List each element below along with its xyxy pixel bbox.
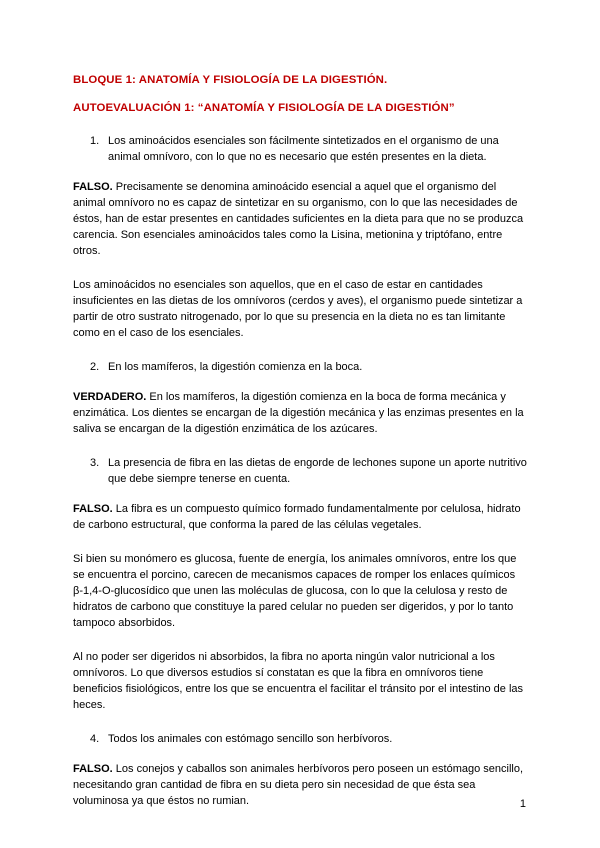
question-2-text: En los mamíferos, la digestión comienza en la boca. <box>108 361 363 373</box>
answer-3-paragraph-2: Si bien su monómero es glucosa, fuente de energía, los animales omnívoros, entre los que se encuentra el porcino, carecen de mecanismos capaces de romper los enlaces químicos β-1,4-O-glucosídico que unen las moléculas de glucosa, con lo que la celulosa y resto de hidratos de carbono que constituye la pared celular no pueden ser digeridos, y por lo tanto tampoco absorbidos. <box>73 553 517 629</box>
question-3-number: 3. <box>90 457 100 469</box>
answer-3-paragraph-3: Al no poder ser digeridos ni absorbidos, la fibra no aporta ningún valor nutricional a los omnívoros. Lo que diversos estudios sí constatan es que la fibra en omnívoros tiene beneficios fisiológicos, entre los que se encuentra el facilitar el tránsito por el intestino de las heces. <box>73 651 524 711</box>
question-4-number: 4. <box>90 733 100 745</box>
answer-1-paragraph-2: Los aminoácidos no esenciales son aquellos, que en el caso de estar en cantidades insuficientes en las dietas de los omnívoros (cerdos y aves), el organismo puede sintetizar a partir de otro sustrato nitrogenado, por lo que su presencia en la dieta no es tan limitante como en el caso de los esenciales. <box>73 279 523 339</box>
question-3 <box>73 455 527 487</box>
question-1 <box>73 133 527 165</box>
answer-3-verdict: FALSO. <box>73 503 113 515</box>
block-title: BLOQUE 1: ANATOMÍA Y FISIOLOGÍA DE LA DIGESTIÓN. <box>73 74 388 86</box>
section-title: AUTOEVALUACIÓN 1: “ANATOMÍA Y FISIOLOGÍA DE LA DIGESTIÓN” <box>73 102 455 114</box>
question-2-number: 2. <box>90 361 100 373</box>
question-4-text: Todos los animales con estómago sencillo son herbívoros. <box>108 733 393 745</box>
answer-3 <box>73 501 527 533</box>
answer-2 <box>73 389 527 437</box>
answer-2-verdict: VERDADERO. <box>73 391 147 403</box>
answer-3-text: La fibra es un compuesto químico formado fundamentalmente por celulosa, hidrato de carbono estructural, que conforma la pared de las células vegetales. <box>73 503 521 531</box>
answer-4-text: Los conejos y caballos son animales herbívoros pero poseen un estómago sencillo, necesitando gran cantidad de fibra en su dieta pero sin necesidad de que ésta sea voluminosa ya que éstos no rumian. <box>73 763 524 807</box>
answer-4-verdict: FALSO. <box>73 763 113 775</box>
question-3-text: La presencia de fibra en las dietas de engorde de lechones supone un aporte nutritivo que debe siempre tenerse en cuenta. <box>108 457 527 485</box>
answer-4 <box>73 761 527 809</box>
question-2 <box>73 359 527 375</box>
answer-1 <box>73 179 527 259</box>
answer-2-text: En los mamíferos, la digestión comienza en la boca de forma mecánica y enzimática. Los dientes se encargan de la digestión mecánica y las enzimas presentes en la saliva se encargan de la digestión enzimática de los azúcares. <box>73 391 524 435</box>
page-number: 1 <box>519 798 526 810</box>
answer-1-text: Precisamente se denomina aminoácido esencial a aquel que el organismo del animal omnívoro no es capaz de sintetizar en su organismo, con lo que las necesidades de éstos, han de estar presentes en cantidades suficientes en la dieta para que no se produzca carencia. Son esenciales aminoácidos tales como la Lisina, metionina y triptófano, entre otros. <box>73 181 524 257</box>
question-4 <box>73 731 527 747</box>
question-1-text: Los aminoácidos esenciales son fácilmente sintetizados en el organismo de una animal omnívoro, con lo que no es necesario que estén presentes en la dieta. <box>108 135 499 163</box>
answer-1-verdict: FALSO. <box>73 181 113 193</box>
question-1-number: 1. <box>90 135 100 147</box>
